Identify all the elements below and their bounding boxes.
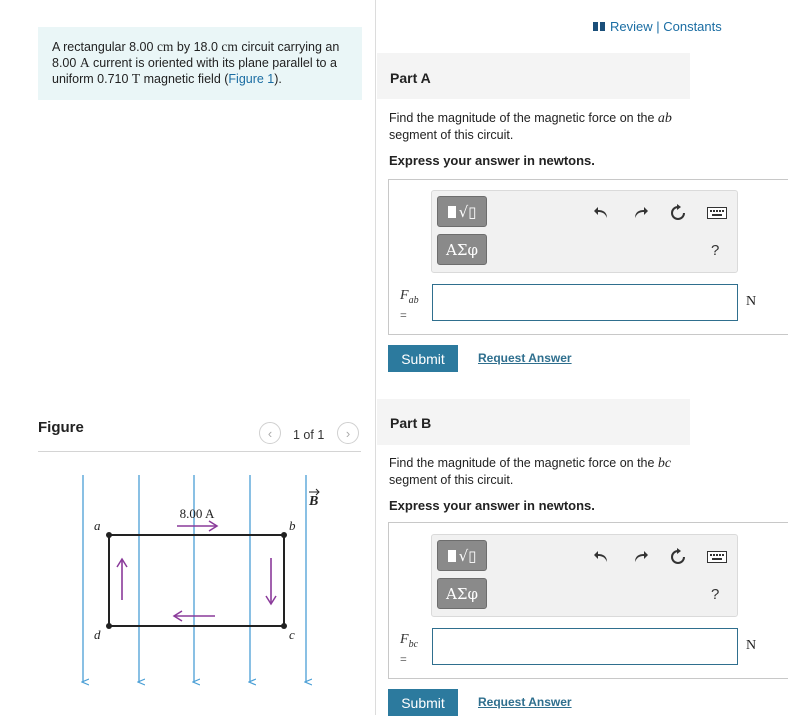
book-icon	[593, 22, 605, 31]
unit-cm: cm	[221, 39, 238, 54]
symbols-button[interactable]: ΑΣφ	[437, 234, 487, 265]
unit-tesla: T	[131, 71, 141, 86]
help-button[interactable]: ?	[711, 586, 720, 603]
redo-icon[interactable]	[630, 203, 650, 223]
chevron-left-icon[interactable]: ‹	[259, 422, 281, 444]
part-b-submit-button[interactable]: Submit	[388, 689, 458, 716]
figure-divider	[38, 451, 361, 452]
current-label: 8.00 A	[179, 506, 215, 521]
problem-statement	[38, 27, 362, 100]
part-b-express: Express your answer in newtons.	[389, 498, 595, 513]
part-b-variable-label: $F_{bc}$ =	[400, 632, 419, 666]
unit-cm: cm	[156, 39, 174, 54]
figure-title: Figure	[38, 419, 84, 436]
part-a-submit-button[interactable]: Submit	[388, 345, 458, 372]
part-a-express: Express your answer in newtons.	[389, 153, 595, 168]
figure-pager: 1 of 1	[293, 428, 325, 442]
part-a-variable-label: $F_{ab}$ =	[400, 288, 419, 322]
corner-a-label: a	[94, 518, 101, 533]
reset-icon[interactable]	[668, 203, 688, 223]
corner-a-dot	[106, 532, 112, 538]
review-constants-link[interactable]	[593, 19, 722, 34]
problem-text: A rectangular 8.00	[52, 40, 157, 54]
redo-icon[interactable]	[630, 547, 650, 567]
corner-c-label: c	[289, 627, 295, 642]
symbols-button[interactable]: ΑΣφ	[437, 578, 487, 609]
part-b-request-answer-link[interactable]: Request Answer	[478, 695, 572, 709]
part-b-question: Find the magnitude of the magnetic force on the bc segment of this circuit.	[389, 456, 672, 487]
corner-b-label: b	[289, 518, 296, 533]
part-a-request-answer-link[interactable]: Request Answer	[478, 351, 572, 365]
reset-icon[interactable]	[668, 547, 688, 567]
column-divider	[375, 0, 376, 715]
templates-button[interactable]: √▯	[437, 196, 487, 227]
corner-d-dot	[106, 623, 112, 629]
review-label: Review | Constants	[610, 19, 722, 34]
undo-icon[interactable]	[592, 547, 612, 567]
keyboard-icon[interactable]	[706, 203, 728, 223]
corner-c-dot	[281, 623, 287, 629]
problem-text: current is oriented with its plane parallel to a uniform 0.710	[52, 56, 337, 86]
part-a-answer-input[interactable]	[432, 284, 738, 321]
problem-text: circuit carrying an 8.00	[52, 40, 340, 70]
chevron-right-icon[interactable]: ›	[337, 422, 359, 444]
templates-button[interactable]: √▯	[437, 540, 487, 571]
corner-d-label: d	[94, 627, 101, 642]
part-a-question: Find the magnitude of the magnetic force on the ab segment of this circuit.	[389, 111, 672, 142]
field-label: B	[309, 494, 319, 509]
part-a-title: Part A	[390, 70, 431, 86]
part-b-answer-input[interactable]	[432, 628, 738, 665]
part-b-unit: N	[746, 638, 757, 653]
part-b-toolbar	[431, 534, 738, 617]
help-button[interactable]: ?	[711, 242, 720, 259]
figure-link[interactable]: Figure 1	[228, 72, 275, 86]
circuit-loop	[109, 535, 284, 626]
keyboard-icon[interactable]	[706, 547, 728, 567]
problem-text: by 18.0	[173, 40, 222, 54]
unit-ampere: A	[79, 55, 90, 70]
undo-icon[interactable]	[592, 203, 612, 223]
part-a-unit: N	[746, 294, 757, 309]
part-b-title: Part B	[390, 415, 432, 431]
problem-text: magnetic field (	[140, 72, 229, 86]
corner-b-dot	[281, 532, 287, 538]
segment-label: ab	[657, 111, 672, 126]
part-a-toolbar	[431, 190, 738, 273]
problem-text: ).	[274, 72, 282, 86]
segment-label: bc	[657, 456, 672, 471]
circuit-figure	[38, 460, 362, 700]
